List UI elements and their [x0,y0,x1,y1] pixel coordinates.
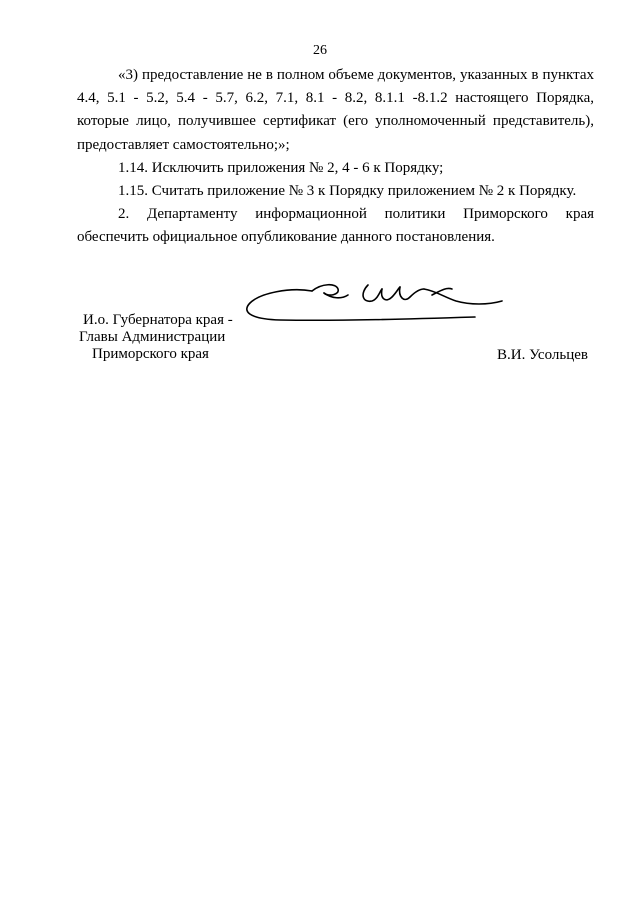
paragraph-line: «3) предоставление не в полном объеме документов, указанных в пунктах [118,67,594,83]
paragraph-line: 1.15. Считать приложение № 3 к Порядку приложением № 2 к Порядку. [118,183,577,200]
signatory-title-line: Главы Администрации [79,329,226,345]
signatory-title-line: Приморского края [92,346,209,362]
paragraph-line: 2. Департаменту информационной политики Приморского края [118,206,594,223]
paragraph-line: предоставляет самостоятельно;»; [77,136,290,153]
handwritten-signature [240,277,510,327]
document-body [77,64,594,250]
signatory-name: В.И. Усольцев [497,347,588,363]
paragraph-line: которые лицо, получившее сертификат (его уполномоченный представитель), [77,113,594,130]
paragraph-line: обеспечить официальное опубликование данного постановления. [77,229,495,246]
paragraph-line: 1.14. Исключить приложения № 2, 4 - 6 к Порядку; [118,159,444,176]
page-number: 26 [313,43,327,58]
signatory-title-line: И.о. Губернатора края - [83,312,233,328]
paragraph-line: 4.4, 5.1 - 5.2, 5.4 - 5.7, 6.2, 7.1, 8.1 - 8.2, 8.1.1 -8.1.2 настоящего Порядка, [77,90,594,107]
